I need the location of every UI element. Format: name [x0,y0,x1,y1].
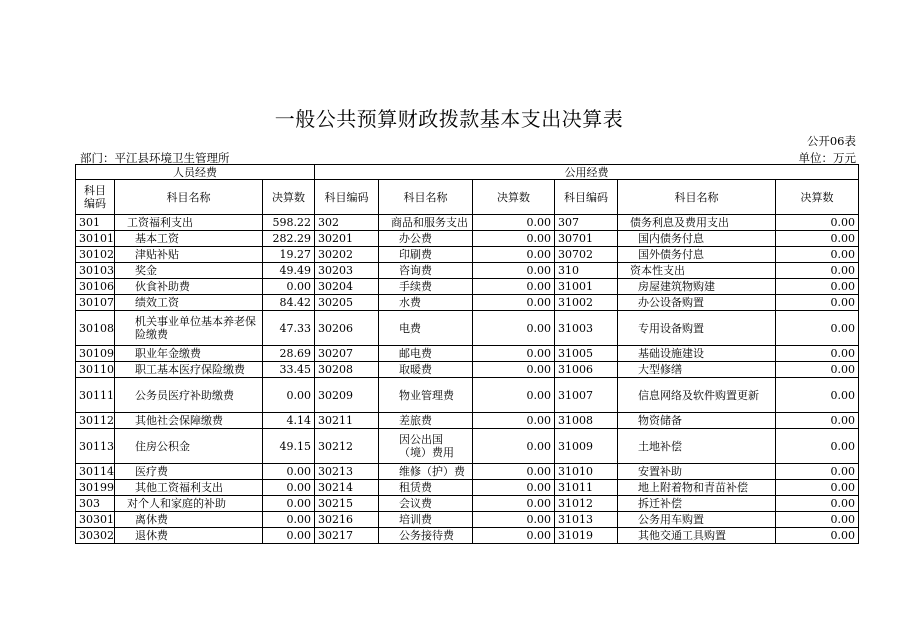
form-number: 公开06表 [806,134,856,148]
table-row [76,247,859,263]
table-row [76,413,859,429]
col-amount-1: 决算数 [263,180,315,215]
cell-c3: 31009 [555,429,618,464]
table-row [76,279,859,295]
cell-c3: 307 [555,215,618,231]
col-name-3: 科目名称 [618,180,776,215]
cell-n3: 国内债务付息 [618,231,776,247]
table-row [76,429,859,464]
cell-n1: 其他社会保障缴费 [115,413,263,429]
cell-c3: 31011 [555,480,618,496]
cell-a2: 0.00 [473,496,555,512]
cell-c2: 30213 [315,464,379,480]
cell-a2: 0.00 [473,378,555,413]
cell-c1: 30102 [76,247,115,263]
cell-c1: 30103 [76,263,115,279]
cell-c3: 31003 [555,311,618,346]
cell-a1: 47.33 [263,311,315,346]
table-group-header-row [76,165,859,180]
cell-c3: 31019 [555,528,618,544]
table-row [76,311,859,346]
cell-c3: 30701 [555,231,618,247]
cell-c2: 30206 [315,311,379,346]
cell-c1: 30113 [76,429,115,464]
cell-n1: 其他工资福利支出 [115,480,263,496]
cell-a1: 0.00 [263,480,315,496]
page-title: 一般公共预算财政拨款基本支出决算表 [274,107,624,131]
cell-c1: 30114 [76,464,115,480]
col-name-2: 科目名称 [379,180,473,215]
cell-c1: 30106 [76,279,115,295]
table-row [76,496,859,512]
cell-c1: 30301 [76,512,115,528]
cell-a3: 0.00 [776,362,859,378]
cell-n3: 资本性支出 [618,263,776,279]
cell-a2: 0.00 [473,231,555,247]
table-row [76,295,859,311]
cell-a2: 0.00 [473,346,555,362]
cell-a1: 28.69 [263,346,315,362]
cell-n2: 会议费 [379,496,473,512]
col-code-3: 科目编码 [555,180,618,215]
cell-n3: 办公设备购置 [618,295,776,311]
table-row [76,378,859,413]
cell-n2: 水费 [379,295,473,311]
cell-a2: 0.00 [473,429,555,464]
cell-a3: 0.00 [776,496,859,512]
cell-c1: 30108 [76,311,115,346]
cell-c2: 30209 [315,378,379,413]
cell-n1: 绩效工资 [115,295,263,311]
cell-a3: 0.00 [776,512,859,528]
cell-a1: 4.14 [263,413,315,429]
cell-c2: 30203 [315,263,379,279]
table-row [76,231,859,247]
cell-c3: 310 [555,263,618,279]
cell-c3: 31002 [555,295,618,311]
cell-a2: 0.00 [473,263,555,279]
cell-a1: 49.15 [263,429,315,464]
cell-a2: 0.00 [473,215,555,231]
cell-a2: 0.00 [473,512,555,528]
cell-n2: 取暖费 [379,362,473,378]
cell-n3: 公务用车购置 [618,512,776,528]
cell-n1: 退休费 [115,528,263,544]
cell-a1: 33.45 [263,362,315,378]
table-row [76,346,859,362]
cell-a1: 0.00 [263,512,315,528]
cell-c3: 31001 [555,279,618,295]
cell-a3: 0.00 [776,263,859,279]
cell-n3: 基础设施建设 [618,346,776,362]
cell-n1: 职业年金缴费 [115,346,263,362]
cell-n2: 印刷费 [379,247,473,263]
cell-a2: 0.00 [473,480,555,496]
cell-n2: 邮电费 [379,346,473,362]
col-amount-2: 决算数 [473,180,555,215]
cell-c3: 31010 [555,464,618,480]
personnel-header: 人员经费 [76,165,315,180]
cell-c1: 30107 [76,295,115,311]
table-column-header-row [76,180,859,215]
cell-a3: 0.00 [776,215,859,231]
cell-n3: 地上附着物和青苗补偿 [618,480,776,496]
cell-c2: 30202 [315,247,379,263]
cell-a1: 0.00 [263,378,315,413]
table-row [76,480,859,496]
cell-n2: 物业管理费 [379,378,473,413]
cell-n1: 津贴补贴 [115,247,263,263]
cell-n3: 土地补偿 [618,429,776,464]
cell-a1: 0.00 [263,528,315,544]
expenditure-table [75,164,859,544]
public-header: 公用经费 [315,165,859,180]
cell-a2: 0.00 [473,247,555,263]
cell-a3: 0.00 [776,295,859,311]
cell-n1: 住房公积金 [115,429,263,464]
col-code-1: 科目编码 [76,180,115,215]
cell-n3: 房屋建筑物购建 [618,279,776,295]
cell-n2: 租赁费 [379,480,473,496]
cell-n3: 物资储备 [618,413,776,429]
cell-n2: 因公出国（境）费用 [379,429,473,464]
cell-n2: 咨询费 [379,263,473,279]
cell-n3: 大型修缮 [618,362,776,378]
cell-c3: 31007 [555,378,618,413]
cell-c2: 30205 [315,295,379,311]
cell-n1: 基本工资 [115,231,263,247]
cell-a3: 0.00 [776,528,859,544]
cell-c2: 30211 [315,413,379,429]
table-row [76,464,859,480]
cell-c1: 30110 [76,362,115,378]
cell-a2: 0.00 [473,311,555,346]
cell-c1: 30112 [76,413,115,429]
cell-n2: 电费 [379,311,473,346]
cell-a3: 0.00 [776,429,859,464]
cell-a3: 0.00 [776,346,859,362]
cell-a2: 0.00 [473,295,555,311]
cell-n1: 职工基本医疗保险缴费 [115,362,263,378]
cell-n2: 办公费 [379,231,473,247]
cell-n3: 其他交通工具购置 [618,528,776,544]
cell-n1: 对个人和家庭的补助 [115,496,263,512]
cell-a2: 0.00 [473,279,555,295]
cell-a1: 282.29 [263,231,315,247]
cell-c3: 31005 [555,346,618,362]
table-row [76,362,859,378]
cell-c2: 30208 [315,362,379,378]
col-code-2: 科目编码 [315,180,379,215]
cell-n1: 机关事业单位基本养老保险缴费 [115,311,263,346]
cell-c1: 30101 [76,231,115,247]
cell-c2: 30204 [315,279,379,295]
cell-n3: 债务利息及费用支出 [618,215,776,231]
cell-c1: 301 [76,215,115,231]
cell-a1: 0.00 [263,464,315,480]
cell-a3: 0.00 [776,231,859,247]
cell-n1: 离休费 [115,512,263,528]
department-label: 部门：平江县环境卫生管理所 [80,151,230,165]
col-name-1: 科目名称 [115,180,263,215]
cell-n1: 工资福利支出 [115,215,263,231]
cell-a3: 0.00 [776,464,859,480]
cell-a1: 84.42 [263,295,315,311]
cell-c2: 30215 [315,496,379,512]
cell-n1: 医疗费 [115,464,263,480]
cell-a3: 0.00 [776,480,859,496]
cell-c2: 30214 [315,480,379,496]
cell-c2: 302 [315,215,379,231]
cell-a2: 0.00 [473,413,555,429]
cell-a3: 0.00 [776,247,859,263]
cell-n2: 手续费 [379,279,473,295]
cell-n2: 商品和服务支出 [379,215,473,231]
cell-a3: 0.00 [776,279,859,295]
cell-n1: 伙食补助费 [115,279,263,295]
cell-a1: 49.49 [263,263,315,279]
cell-n2: 维修（护）费 [379,464,473,480]
cell-a1: 598.22 [263,215,315,231]
cell-a2: 0.00 [473,464,555,480]
cell-a1: 0.00 [263,279,315,295]
col-amount-3: 决算数 [776,180,859,215]
table-row [76,263,859,279]
cell-n3: 信息网络及软件购置更新 [618,378,776,413]
cell-a2: 0.00 [473,362,555,378]
cell-n3: 专用设备购置 [618,311,776,346]
table-row [76,528,859,544]
cell-c3: 31012 [555,496,618,512]
cell-n2: 公务接待费 [379,528,473,544]
table-row [76,512,859,528]
cell-c2: 30207 [315,346,379,362]
cell-c3: 30702 [555,247,618,263]
cell-c2: 30212 [315,429,379,464]
cell-c1: 30199 [76,480,115,496]
cell-c1: 30109 [76,346,115,362]
cell-n3: 拆迁补偿 [618,496,776,512]
cell-a1: 19.27 [263,247,315,263]
cell-n3: 安置补助 [618,464,776,480]
table-row [76,215,859,231]
cell-a3: 0.00 [776,413,859,429]
cell-c1: 30302 [76,528,115,544]
cell-n1: 奖金 [115,263,263,279]
cell-a3: 0.00 [776,378,859,413]
cell-c3: 31006 [555,362,618,378]
cell-c1: 303 [76,496,115,512]
cell-n2: 培训费 [379,512,473,528]
cell-c2: 30217 [315,528,379,544]
cell-c2: 30201 [315,231,379,247]
cell-a1: 0.00 [263,496,315,512]
cell-c1: 30111 [76,378,115,413]
cell-c2: 30216 [315,512,379,528]
cell-a3: 0.00 [776,311,859,346]
cell-c3: 31008 [555,413,618,429]
cell-n3: 国外债务付息 [618,247,776,263]
cell-c3: 31013 [555,512,618,528]
cell-n1: 公务员医疗补助缴费 [115,378,263,413]
cell-n2: 差旅费 [379,413,473,429]
cell-a2: 0.00 [473,528,555,544]
unit-label: 单位：万元 [798,151,856,165]
